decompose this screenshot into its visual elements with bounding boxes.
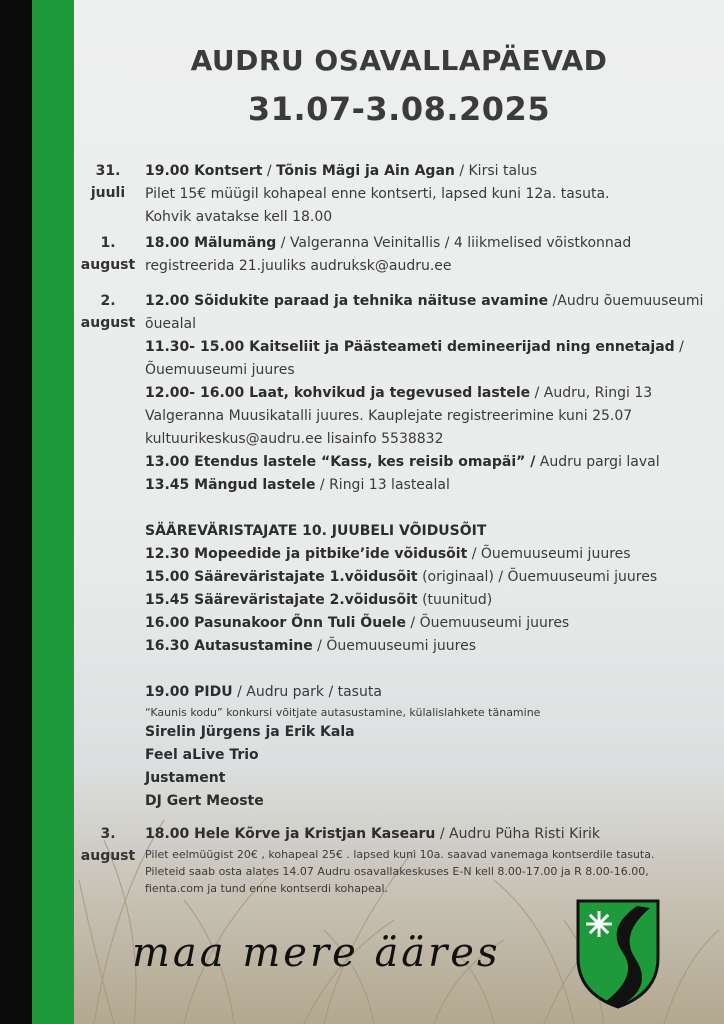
event-block-day3 bbox=[145, 290, 715, 813]
date-label-day2 bbox=[78, 232, 138, 276]
date-month: august bbox=[80, 257, 136, 273]
left-green-stripe bbox=[32, 0, 74, 1024]
date-number: 2. bbox=[100, 293, 116, 309]
party-title: 19.00 PIDU bbox=[145, 684, 233, 700]
motto-text: maa mere ääres bbox=[132, 930, 501, 976]
contact-info: kultuurikeskus@audru.ee lisainfo 5538832 bbox=[145, 431, 444, 447]
event-location: / Audru Püha Risti Kirik bbox=[435, 826, 600, 842]
event-line bbox=[145, 382, 715, 405]
event-block-day4 bbox=[145, 823, 715, 897]
race-location: / Õuemuuseumi juures bbox=[312, 638, 476, 654]
race-location: / Õuemuuseumi juures bbox=[467, 546, 631, 562]
ticket-info: Pilet 15€ müügil kohapeal enne kontserti, lapsed kuni 12a. tasuta. bbox=[145, 186, 610, 202]
cafe-info: Kohvik avatakse kell 18.00 bbox=[145, 209, 333, 225]
event-line bbox=[145, 336, 715, 359]
date-month: august bbox=[80, 848, 136, 864]
race-title: 15.00 Sääreväristajate 1.võidusõit bbox=[145, 569, 418, 585]
race-line bbox=[145, 612, 715, 635]
race-title: 16.00 Pasunakoor Õnn Tuli Õuele bbox=[145, 615, 406, 631]
performer-item: Feel aLive Trio bbox=[145, 747, 259, 763]
event-title: 12.00- 16.00 Laat, kohvikud ja tegevused lastele bbox=[145, 385, 531, 401]
performer-item: Justament bbox=[145, 770, 226, 786]
ticket-sales-info: Pileteid saab osta alates 14.07 Audru osavallakeskuses E-N kell 8.00-17.00 ja R 8.00-16.00, bbox=[145, 865, 649, 878]
date-month: juuli bbox=[90, 185, 126, 201]
race-note: (tuunitud) bbox=[417, 592, 493, 608]
separator: / bbox=[262, 163, 277, 179]
event-location: / Audru, Ringi 13 bbox=[530, 385, 653, 401]
event-title: 11.30- 15.00 Kaitseliit ja Päästeameti demineerijad ning ennetajad bbox=[145, 339, 675, 355]
party-line bbox=[145, 681, 715, 704]
event-location: / Valgeranna Veinitallis / 4 liikmelised võistkonnad bbox=[276, 235, 632, 251]
race-title: 15.45 Sääreväristajate 2.võidusõit bbox=[145, 592, 418, 608]
party-note: “Kaunis kodu” konkursi võitjate autasustamine, külalislahkete tänamine bbox=[145, 706, 541, 719]
event-location: Audru pargi laval bbox=[535, 454, 660, 470]
ticket-sales-info-cont: fienta.com ja tund enne kontserdi kohapeal. bbox=[145, 882, 389, 895]
race-line bbox=[145, 635, 715, 658]
race-section-title: SÄÄREVÄRISTAJATE 10. JUUBELI VÕIDUSÕIT bbox=[145, 523, 487, 539]
event-title: 19.00 Kontsert bbox=[145, 163, 263, 179]
left-black-stripe bbox=[0, 0, 32, 1024]
separator: / bbox=[674, 339, 684, 355]
race-title: 12.30 Mopeedide ja pitbike’ide võidusõit bbox=[145, 546, 468, 562]
event-line bbox=[145, 160, 715, 183]
event-location: / Kirsi talus bbox=[454, 163, 538, 179]
registration-info: registreerida 21.juuliks audruksk@audru.ee bbox=[145, 258, 452, 274]
party-location: / Audru park / tasuta bbox=[232, 684, 382, 700]
event-location: / Ringi 13 lastealal bbox=[315, 477, 450, 493]
audru-coat-of-arms-icon bbox=[575, 898, 661, 1010]
date-label-day3 bbox=[78, 290, 138, 334]
event-details: Valgeranna Muusikatalli juures. Kauplejate registreerimine kuni 25.07 bbox=[145, 408, 633, 424]
race-title: 16.30 Autasustamine bbox=[145, 638, 313, 654]
event-location: /Audru õuemuuseumi bbox=[548, 293, 704, 309]
event-title: 18.00 Mälumäng bbox=[145, 235, 277, 251]
date-number: 3. bbox=[100, 826, 116, 842]
event-line bbox=[145, 232, 715, 255]
event-title: 18.00 Hele Kõrve ja Kristjan Kasearu bbox=[145, 826, 436, 842]
date-label-day1 bbox=[78, 160, 138, 204]
performer-item: DJ Gert Meoste bbox=[145, 793, 264, 809]
event-title: 13.00 Etendus lastele “Kass, kes reisib omapäi” / bbox=[145, 454, 536, 470]
date-label-day4 bbox=[78, 823, 138, 867]
event-title: 13.45 Mängud lastele bbox=[145, 477, 316, 493]
date-number: 31. bbox=[95, 163, 121, 179]
event-line bbox=[145, 823, 715, 846]
race-line bbox=[145, 543, 715, 566]
event-block-day2 bbox=[145, 232, 715, 278]
race-line bbox=[145, 566, 715, 589]
event-location-cont: õuealal bbox=[145, 316, 196, 332]
event-line bbox=[145, 290, 715, 313]
performer-name: Tõnis Mägi ja Ain Agan bbox=[276, 163, 455, 179]
date-month: august bbox=[80, 315, 136, 331]
race-line bbox=[145, 589, 715, 612]
page-title: AUDRU OSAVALLAPÄEVAD bbox=[190, 44, 608, 77]
event-block-day1 bbox=[145, 160, 715, 229]
event-line bbox=[145, 474, 715, 497]
race-location: (originaal) / Õuemuuseumi juures bbox=[417, 569, 658, 585]
date-number: 1. bbox=[100, 235, 116, 251]
ticket-info: Pilet eelmüügist 20€ , kohapeal 25€ . lapsed kuni 10a. saavad vanemaga kontserdile tasuta. bbox=[145, 848, 655, 861]
race-location: / Õuemuuseumi juures bbox=[405, 615, 570, 631]
page-subtitle-dates: 31.07-3.08.2025 bbox=[247, 90, 551, 128]
event-location: Õuemuuseumi juures bbox=[145, 362, 295, 378]
performer-item: Sirelin Jürgens ja Erik Kala bbox=[145, 724, 355, 740]
event-line bbox=[145, 451, 715, 474]
event-title: 12.00 Sõidukite paraad ja tehnika näituse avamine bbox=[145, 293, 549, 309]
